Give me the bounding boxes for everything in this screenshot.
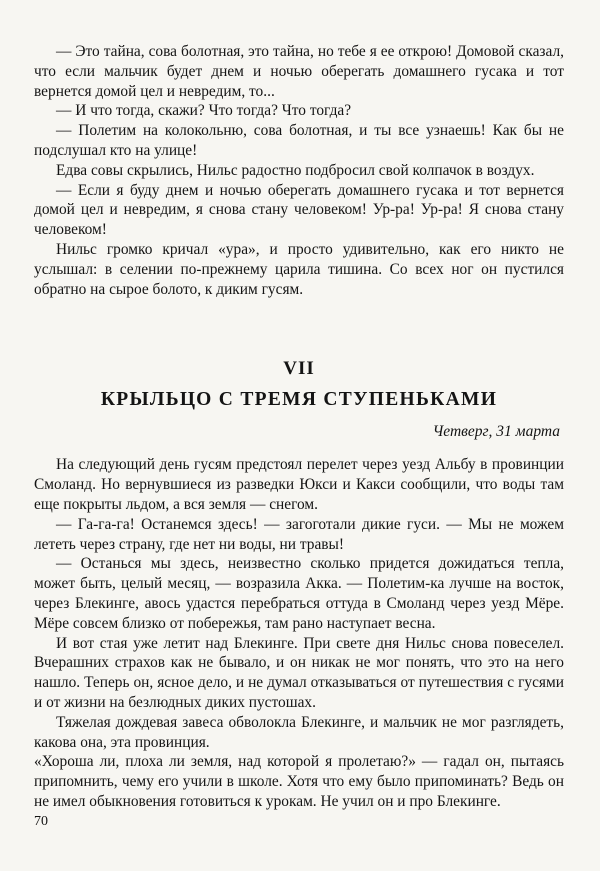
page-number: 70: [34, 814, 48, 829]
paragraph: «Хороша ли, плоха ли земля, над которой я пролетаю?» — гадал он, пытаясь припомнить, чему его учили в школе. Хотя что ему было припоминать? Ведь он не имел обыкновения готовиться к урокам. Не учил он и про Блекинге.: [34, 753, 564, 810]
paragraph: На следующий день гусям предстоял перелет через уезд Альбу в провинции Смоланд. Но вернувшиеся из разведки Юкси и Какси сообщили, что воды там еще покрыты льдом, а вся земля — снегом.: [34, 456, 564, 513]
paragraph: — И что тогда, скажи? Что тогда? Что тогда?: [56, 102, 352, 120]
top-text: [34, 42, 564, 299]
chapter-heading: [34, 357, 564, 413]
paragraph: — Полетим на колокольню, сова болотная, и ты все узнаешь! Как бы не подслушал кто на улице!: [34, 122, 564, 159]
paragraph: — Это тайна, сова болотная, это тайна, но тебе я ее открою! Домовой сказал, что если мальчик будет днем и ночью оберегать домашнего гусака и тот вернется домой цел и невредим, то...: [34, 43, 564, 100]
paragraph: — Га-га-га! Останемся здесь! — загоготали дикие гуси. — Мы не можем лететь через страну, где нет ни воды, ни травы!: [34, 515, 564, 553]
dateline: Четверг, 31 марта: [432, 423, 560, 441]
paragraph: Едва совы скрылись, Нильс радостно подбросил свой колпачок в воздух.: [56, 161, 535, 179]
paragraph: Тяжелая дождевая завеса обволокла Блекинге, и мальчик не мог разглядеть, какова она, эта провинция.: [34, 713, 564, 751]
paragraph: — Если я буду днем и ночью оберегать домашнего гусака и тот вернется домой цел и невредим, я снова стану человеком! Ур-ра! Ур-ра! Я снова стану человеком!: [34, 181, 564, 239]
chapter-number: VII: [283, 358, 315, 380]
chapter-title: КРЫЛЬЦО С ТРЕМЯ СТУПЕНЬКАМИ: [100, 389, 498, 411]
paragraph: — Останься мы здесь, неизвестно сколько придется дожидаться тепла, может быть, целый месяц, — возразила Акка. — Полетим-ка лучше на восток, через Блекинге, авось удастся перебраться оттуда в Смоланд через уезд Мёре. Мёре совсем близко от побережья, там рано наступает весна.: [34, 555, 564, 632]
chapter-text: [34, 455, 564, 811]
paragraph: Нильс громко кричал «ура», и просто удивительно, как его никто не услышал: в селении по-прежнему царила тишина. Со всех ног он пустился обратно на сырое болото, к диким гусям.: [34, 240, 564, 298]
paragraph: И вот стая уже летит над Блекинге. При свете дня Нильс снова повеселел. Вчерашних страхов как не бывало, и он никак не мог понять, что это на него нашло. Теперь он, ясное дело, и не думал отказываться от путешествия с гусями и от жизни на безлюдных диких пустошах.: [34, 634, 564, 711]
